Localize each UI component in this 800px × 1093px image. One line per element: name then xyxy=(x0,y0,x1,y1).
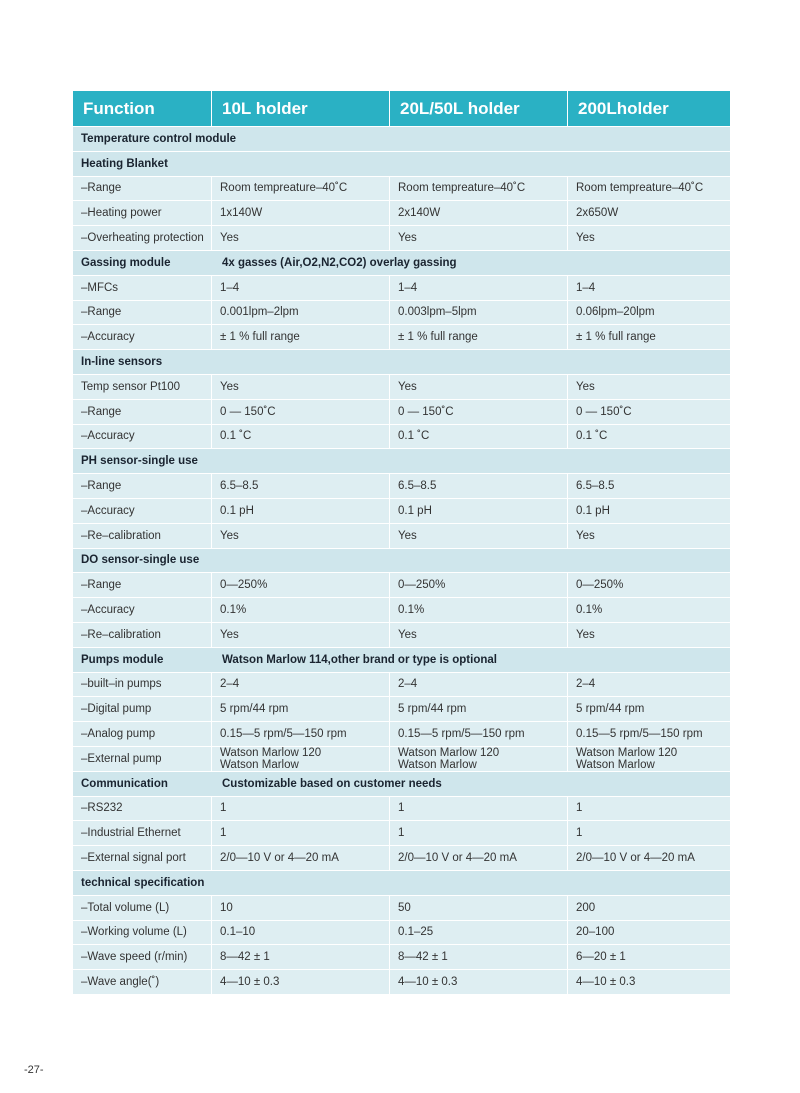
cell-value: 2/0—10 V or 4—20 mA xyxy=(212,846,390,870)
spec-table xyxy=(73,91,730,995)
row-label: –Total volume (L) xyxy=(73,896,212,920)
row-label: –Overheating protection xyxy=(73,226,212,250)
header-20l-50l: 20L/50L holder xyxy=(390,91,568,126)
table-header xyxy=(73,91,730,127)
section-title: PH sensor-single use xyxy=(81,455,198,468)
section-row xyxy=(73,127,730,152)
cell-value: Yes xyxy=(390,375,568,399)
section-title: DO sensor-single use xyxy=(81,554,200,567)
cell-value: 5 rpm/44 rpm xyxy=(212,697,390,721)
section-title: Gassing module xyxy=(81,256,171,269)
row-label: –Accuracy xyxy=(73,325,212,349)
table-row xyxy=(73,697,730,722)
section-title: technical specification xyxy=(81,876,205,889)
cell-value: 0.1% xyxy=(390,598,568,622)
table-row xyxy=(73,425,730,450)
cell-value xyxy=(568,747,730,771)
cell-value: 50 xyxy=(390,896,568,920)
cell-value: 1–4 xyxy=(212,276,390,300)
cell-value: 0.1% xyxy=(212,598,390,622)
row-label: –External signal port xyxy=(73,846,212,870)
cell-line: Watson Marlow 120 xyxy=(220,746,322,759)
cell-value: 0—250% xyxy=(576,579,624,592)
cell-value: 6—20 ± 1 xyxy=(576,951,626,964)
cell-line: Watson Marlow xyxy=(220,758,299,771)
table-row xyxy=(73,970,730,995)
cell-value: 1 xyxy=(390,797,568,821)
cell-value: 1 xyxy=(390,821,568,845)
row-label: –Working volume (L) xyxy=(73,921,212,945)
table-row xyxy=(73,301,730,326)
section-row xyxy=(73,772,730,797)
row-label: –MFCs xyxy=(73,276,212,300)
row-label: Temp sensor Pt100 xyxy=(73,375,212,399)
cell-value: 6.5–8.5 xyxy=(390,474,568,498)
table-row xyxy=(73,474,730,499)
cell-value: 6.5–8.5 xyxy=(576,480,615,493)
row-label: –Accuracy xyxy=(73,598,212,622)
cell-value: 0.1 ˚C xyxy=(212,425,390,449)
row-label: –Wave angle(˚) xyxy=(73,970,212,994)
cell-value: 0.15—5 rpm/5—150 rpm xyxy=(576,727,703,740)
table-row xyxy=(73,623,730,648)
section-title: Pumps module xyxy=(81,653,164,666)
row-label: –Range xyxy=(73,400,212,424)
cell-value: 0.1–10 xyxy=(212,921,390,945)
row-label: –Range xyxy=(73,573,212,597)
row-label: –Wave speed (r/min) xyxy=(73,945,212,969)
cell-line: Watson Marlow xyxy=(576,758,655,771)
cell-value: 2–4 xyxy=(212,673,390,697)
row-label: –Range xyxy=(73,177,212,201)
cell-value: Yes xyxy=(390,226,568,250)
cell-value: 10 xyxy=(212,896,390,920)
section-row xyxy=(73,152,730,177)
cell-value: 200 xyxy=(576,901,596,914)
cell-value: 1–4 xyxy=(576,281,596,294)
row-label: –RS232 xyxy=(73,797,212,821)
cell-line: Watson Marlow 120 xyxy=(398,746,500,759)
cell-value: 8—42 ± 1 xyxy=(390,945,568,969)
table-row xyxy=(73,325,730,350)
cell-value: 0.1 pH xyxy=(212,499,390,523)
cell-value: ± 1 % full range xyxy=(212,325,390,349)
section-note: Watson Marlow 114,other brand or type is optional xyxy=(222,653,497,666)
section-note: Customizable based on customer needs xyxy=(222,777,442,790)
cell-value: 1 xyxy=(212,821,390,845)
row-label: –Re–calibration xyxy=(73,623,212,647)
cell-value: 2–4 xyxy=(390,673,568,697)
cell-value: 1x140W xyxy=(212,201,390,225)
cell-value: 5 rpm/44 rpm xyxy=(390,697,568,721)
row-label: –Range xyxy=(73,474,212,498)
cell-value: 0.1 ˚C xyxy=(576,430,608,443)
section-row xyxy=(73,350,730,375)
header-function: Function xyxy=(73,91,212,126)
cell-value: Yes xyxy=(212,375,390,399)
table-row xyxy=(73,499,730,524)
cell-value: 0.1 pH xyxy=(390,499,568,523)
section-row xyxy=(73,251,730,276)
cell-value: 0.15—5 rpm/5—150 rpm xyxy=(212,722,390,746)
cell-value: Yes xyxy=(212,226,390,250)
cell-value: 20–100 xyxy=(576,926,615,939)
row-label: –built–in pumps xyxy=(73,673,212,697)
row-label: –External pump xyxy=(73,747,212,771)
section-row xyxy=(73,648,730,673)
cell-value: 0 — 150˚C xyxy=(390,400,568,424)
cell-value xyxy=(212,747,390,771)
cell-value: 0—250% xyxy=(212,573,390,597)
table-row xyxy=(73,573,730,598)
table-row xyxy=(73,722,730,747)
section-title: Temperature control module xyxy=(81,132,237,145)
row-label: –Accuracy xyxy=(73,499,212,523)
cell-value: 0.06lpm–20lpm xyxy=(576,306,655,319)
cell-value: 0.1 ˚C xyxy=(390,425,568,449)
row-label: –Industrial Ethernet xyxy=(73,821,212,845)
cell-value: 6.5–8.5 xyxy=(212,474,390,498)
page-number: -27- xyxy=(24,1064,44,1076)
table-row xyxy=(73,524,730,549)
cell-value: 0.1–25 xyxy=(390,921,568,945)
cell-value: 1 xyxy=(576,802,583,815)
cell-value: 0.1% xyxy=(576,604,603,616)
cell-value: 0 — 150˚C xyxy=(212,400,390,424)
cell-value: 0.1 pH xyxy=(576,504,610,517)
cell-value: 0—250% xyxy=(390,573,568,597)
cell-value: Yes xyxy=(576,232,595,245)
cell-value: 1–4 xyxy=(390,276,568,300)
table-row xyxy=(73,846,730,871)
section-title: In-line sensors xyxy=(81,356,163,369)
row-label: –Range xyxy=(73,301,212,325)
table-row xyxy=(73,201,730,226)
section-note: 4x gasses (Air,O2,N2,CO2) overlay gassing xyxy=(222,256,457,269)
cell-value: Room tempreature–40˚C xyxy=(212,177,390,201)
table-row xyxy=(73,400,730,425)
table-row xyxy=(73,797,730,822)
cell-value: Yes xyxy=(576,529,595,542)
header-200l: 200Lholder xyxy=(578,98,669,118)
cell-value: 0.003lpm–5lpm xyxy=(390,301,568,325)
cell-value: 4—10 ± 0.3 xyxy=(390,970,568,994)
cell-value: Yes xyxy=(576,628,595,641)
cell-value: 2x140W xyxy=(390,201,568,225)
table-row xyxy=(73,821,730,846)
cell-value: 1 xyxy=(576,827,583,840)
cell-value: 2x650W xyxy=(576,207,619,220)
cell-value: Yes xyxy=(390,524,568,548)
cell-value: 0.15—5 rpm/5—150 rpm xyxy=(390,722,568,746)
header-10l: 10L holder xyxy=(212,91,390,126)
section-title: Communication xyxy=(81,777,168,790)
section-title: Heating Blanket xyxy=(81,157,168,170)
cell-value: 4—10 ± 0.3 xyxy=(212,970,390,994)
cell-value: ± 1 % full range xyxy=(576,331,656,344)
cell-value: 0.001lpm–2lpm xyxy=(212,301,390,325)
cell-value: Yes xyxy=(212,524,390,548)
table-row xyxy=(73,921,730,946)
cell-value: ± 1 % full range xyxy=(390,325,568,349)
cell-value: 8—42 ± 1 xyxy=(212,945,390,969)
row-label: –Re–calibration xyxy=(73,524,212,548)
table-body xyxy=(73,127,730,995)
cell-value: 2–4 xyxy=(576,678,596,691)
section-row xyxy=(73,871,730,896)
cell-value: Room tempreature–40˚C xyxy=(576,182,704,195)
table-row xyxy=(73,945,730,970)
table-row xyxy=(73,375,730,400)
cell-value: 2/0—10 V or 4—20 mA xyxy=(576,851,695,864)
table-row xyxy=(73,598,730,623)
table-row xyxy=(73,673,730,698)
table-row xyxy=(73,896,730,921)
cell-value: Room tempreature–40˚C xyxy=(390,177,568,201)
table-row xyxy=(73,276,730,301)
cell-line: Watson Marlow 120 xyxy=(576,746,678,759)
cell-value: Yes xyxy=(212,623,390,647)
table-row xyxy=(73,747,730,772)
cell-value: 1 xyxy=(212,797,390,821)
cell-line: Watson Marlow xyxy=(398,758,477,771)
section-row xyxy=(73,449,730,474)
cell-value: 4—10 ± 0.3 xyxy=(576,975,636,988)
cell-value: Yes xyxy=(576,380,595,393)
cell-value: Yes xyxy=(390,623,568,647)
row-label: –Heating power xyxy=(73,201,212,225)
row-label: –Accuracy xyxy=(73,425,212,449)
row-label: –Analog pump xyxy=(73,722,212,746)
section-row xyxy=(73,549,730,574)
cell-value: 5 rpm/44 rpm xyxy=(576,703,645,716)
table-row xyxy=(73,177,730,202)
cell-value: 2/0—10 V or 4—20 mA xyxy=(390,846,568,870)
cell-value: 0 — 150˚C xyxy=(576,405,632,418)
table-row xyxy=(73,226,730,251)
row-label: –Digital pump xyxy=(73,697,212,721)
cell-value xyxy=(390,747,568,771)
